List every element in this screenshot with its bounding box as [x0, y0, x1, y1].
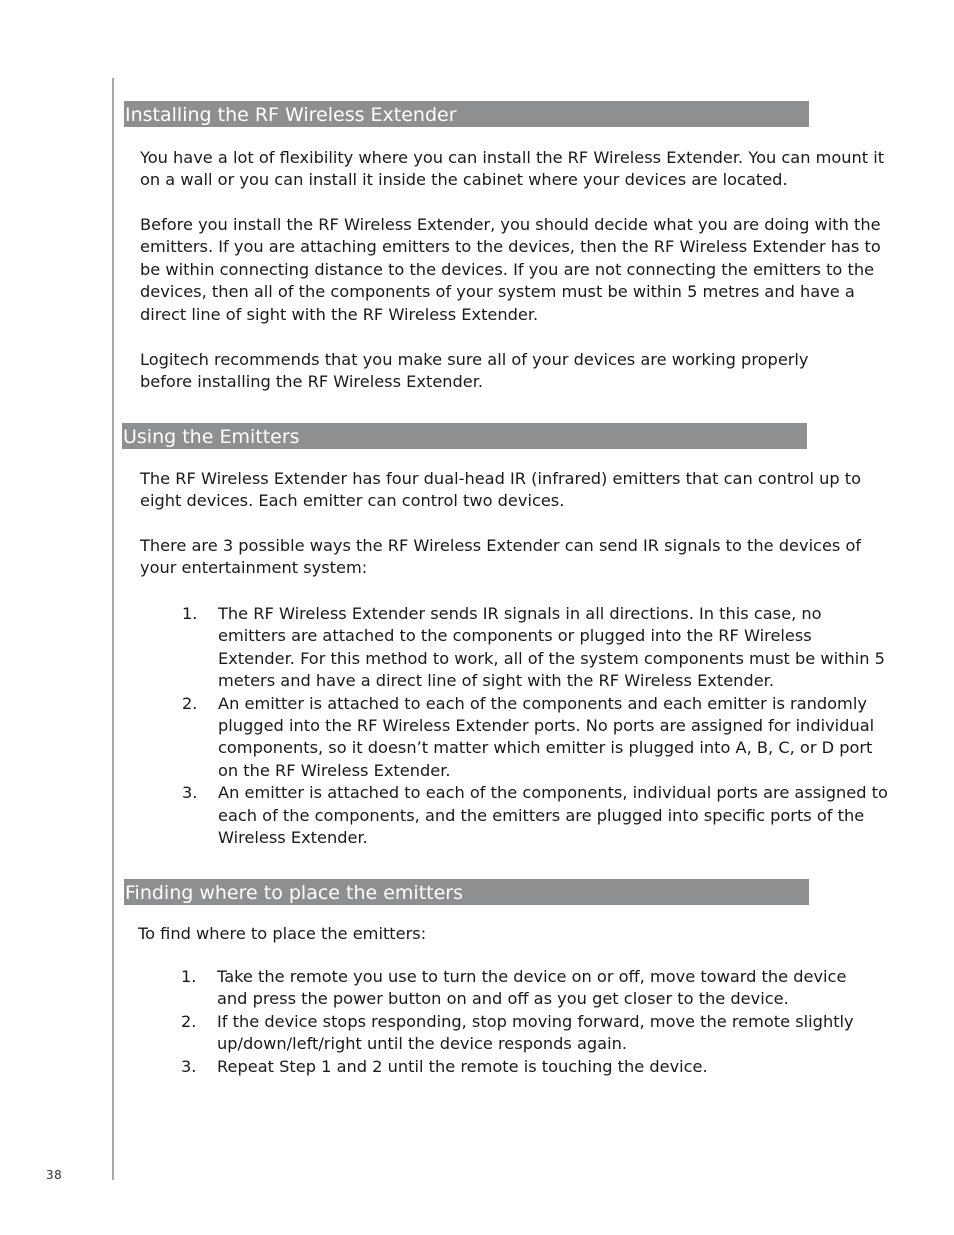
paragraph: The RF Wireless Extender has four dual-head IR (infrared) emitters that can control up to eight devices. Each emitter can control two devices.	[140, 469, 862, 511]
list-item	[182, 782, 888, 849]
list-number: 3.	[182, 783, 198, 803]
list-item-text: Repeat Step 1 and 2 until the remote is touching the device.	[217, 1056, 708, 1076]
list-item-text: If the device stops responding, stop moving forward, move the remote slightly up/down/left/right until the device responds again.	[217, 1011, 854, 1054]
paragraph: Before you install the RF Wireless Extender, you should decide what you are doing with the emitters. If you are attaching emitters to the devices, then the RF Wireless Extender has to be within connecting distance to the devices. If you are not connecting the emitters to the devices, then all of the components of your system must be within 5 metres and have a direct line of sight with the RF Wireless Extender.	[140, 215, 881, 324]
list-number: 2.	[182, 693, 198, 713]
list-item-text: The RF Wireless Extender sends IR signals in all directions. In this case, no emitters are attached to the components or plugged into the RF Wireless Extender. For this method to work, all of the system components must be within 5 meters and have a direct line of sight with the RF Wireless Extender.	[218, 604, 885, 691]
list-item-text: An emitter is attached to each of the components, individual ports are assigned to each of the components, and the emitters are plugged into specific ports of the Wireless Extender.	[218, 783, 888, 848]
paragraph: To find where to place the emitters:	[138, 924, 427, 943]
list-item-text: Take the remote you use to turn the device on or off, move toward the device and press the power button on and off as you get closer to the device.	[217, 967, 847, 1009]
list-item	[181, 1056, 881, 1078]
section-heading-installing: Installing the RF Wireless Extender	[124, 101, 809, 127]
list-item	[182, 693, 888, 783]
list-number: 2.	[181, 1011, 197, 1031]
list-item-text: An emitter is attached to each of the components and each emitter is randomly plugged into the RF Wireless Extender ports. No ports are assigned for individual components, so it doesn’t matter which emitter is plugged into A, B, C, or D port on the RF Wireless Extender.	[218, 693, 875, 780]
margin-rule	[112, 78, 114, 1180]
section-heading-finding-emitters: Finding where to place the emitters	[124, 879, 809, 905]
page-number: 38	[46, 1168, 63, 1182]
section-heading-using-emitters: Using the Emitters	[122, 423, 807, 449]
numbered-list	[182, 603, 888, 849]
list-number: 3.	[181, 1056, 197, 1076]
list-number: 1.	[182, 604, 198, 623]
list-number: 1.	[181, 967, 197, 986]
list-item	[182, 603, 888, 693]
paragraph: There are 3 possible ways the RF Wireless Extender can send IR signals to the devices of your entertainment system:	[140, 536, 862, 578]
numbered-list	[181, 966, 881, 1078]
list-item	[181, 1011, 881, 1056]
list-item	[181, 966, 881, 1011]
paragraph: You have a lot of flexibility where you can install the RF Wireless Extender. You can mount it on a wall or you can install it inside the cabinet where your devices are located.	[140, 148, 885, 190]
paragraph: Logitech recommends that you make sure all of your devices are working properly before installing the RF Wireless Extender.	[140, 350, 809, 392]
